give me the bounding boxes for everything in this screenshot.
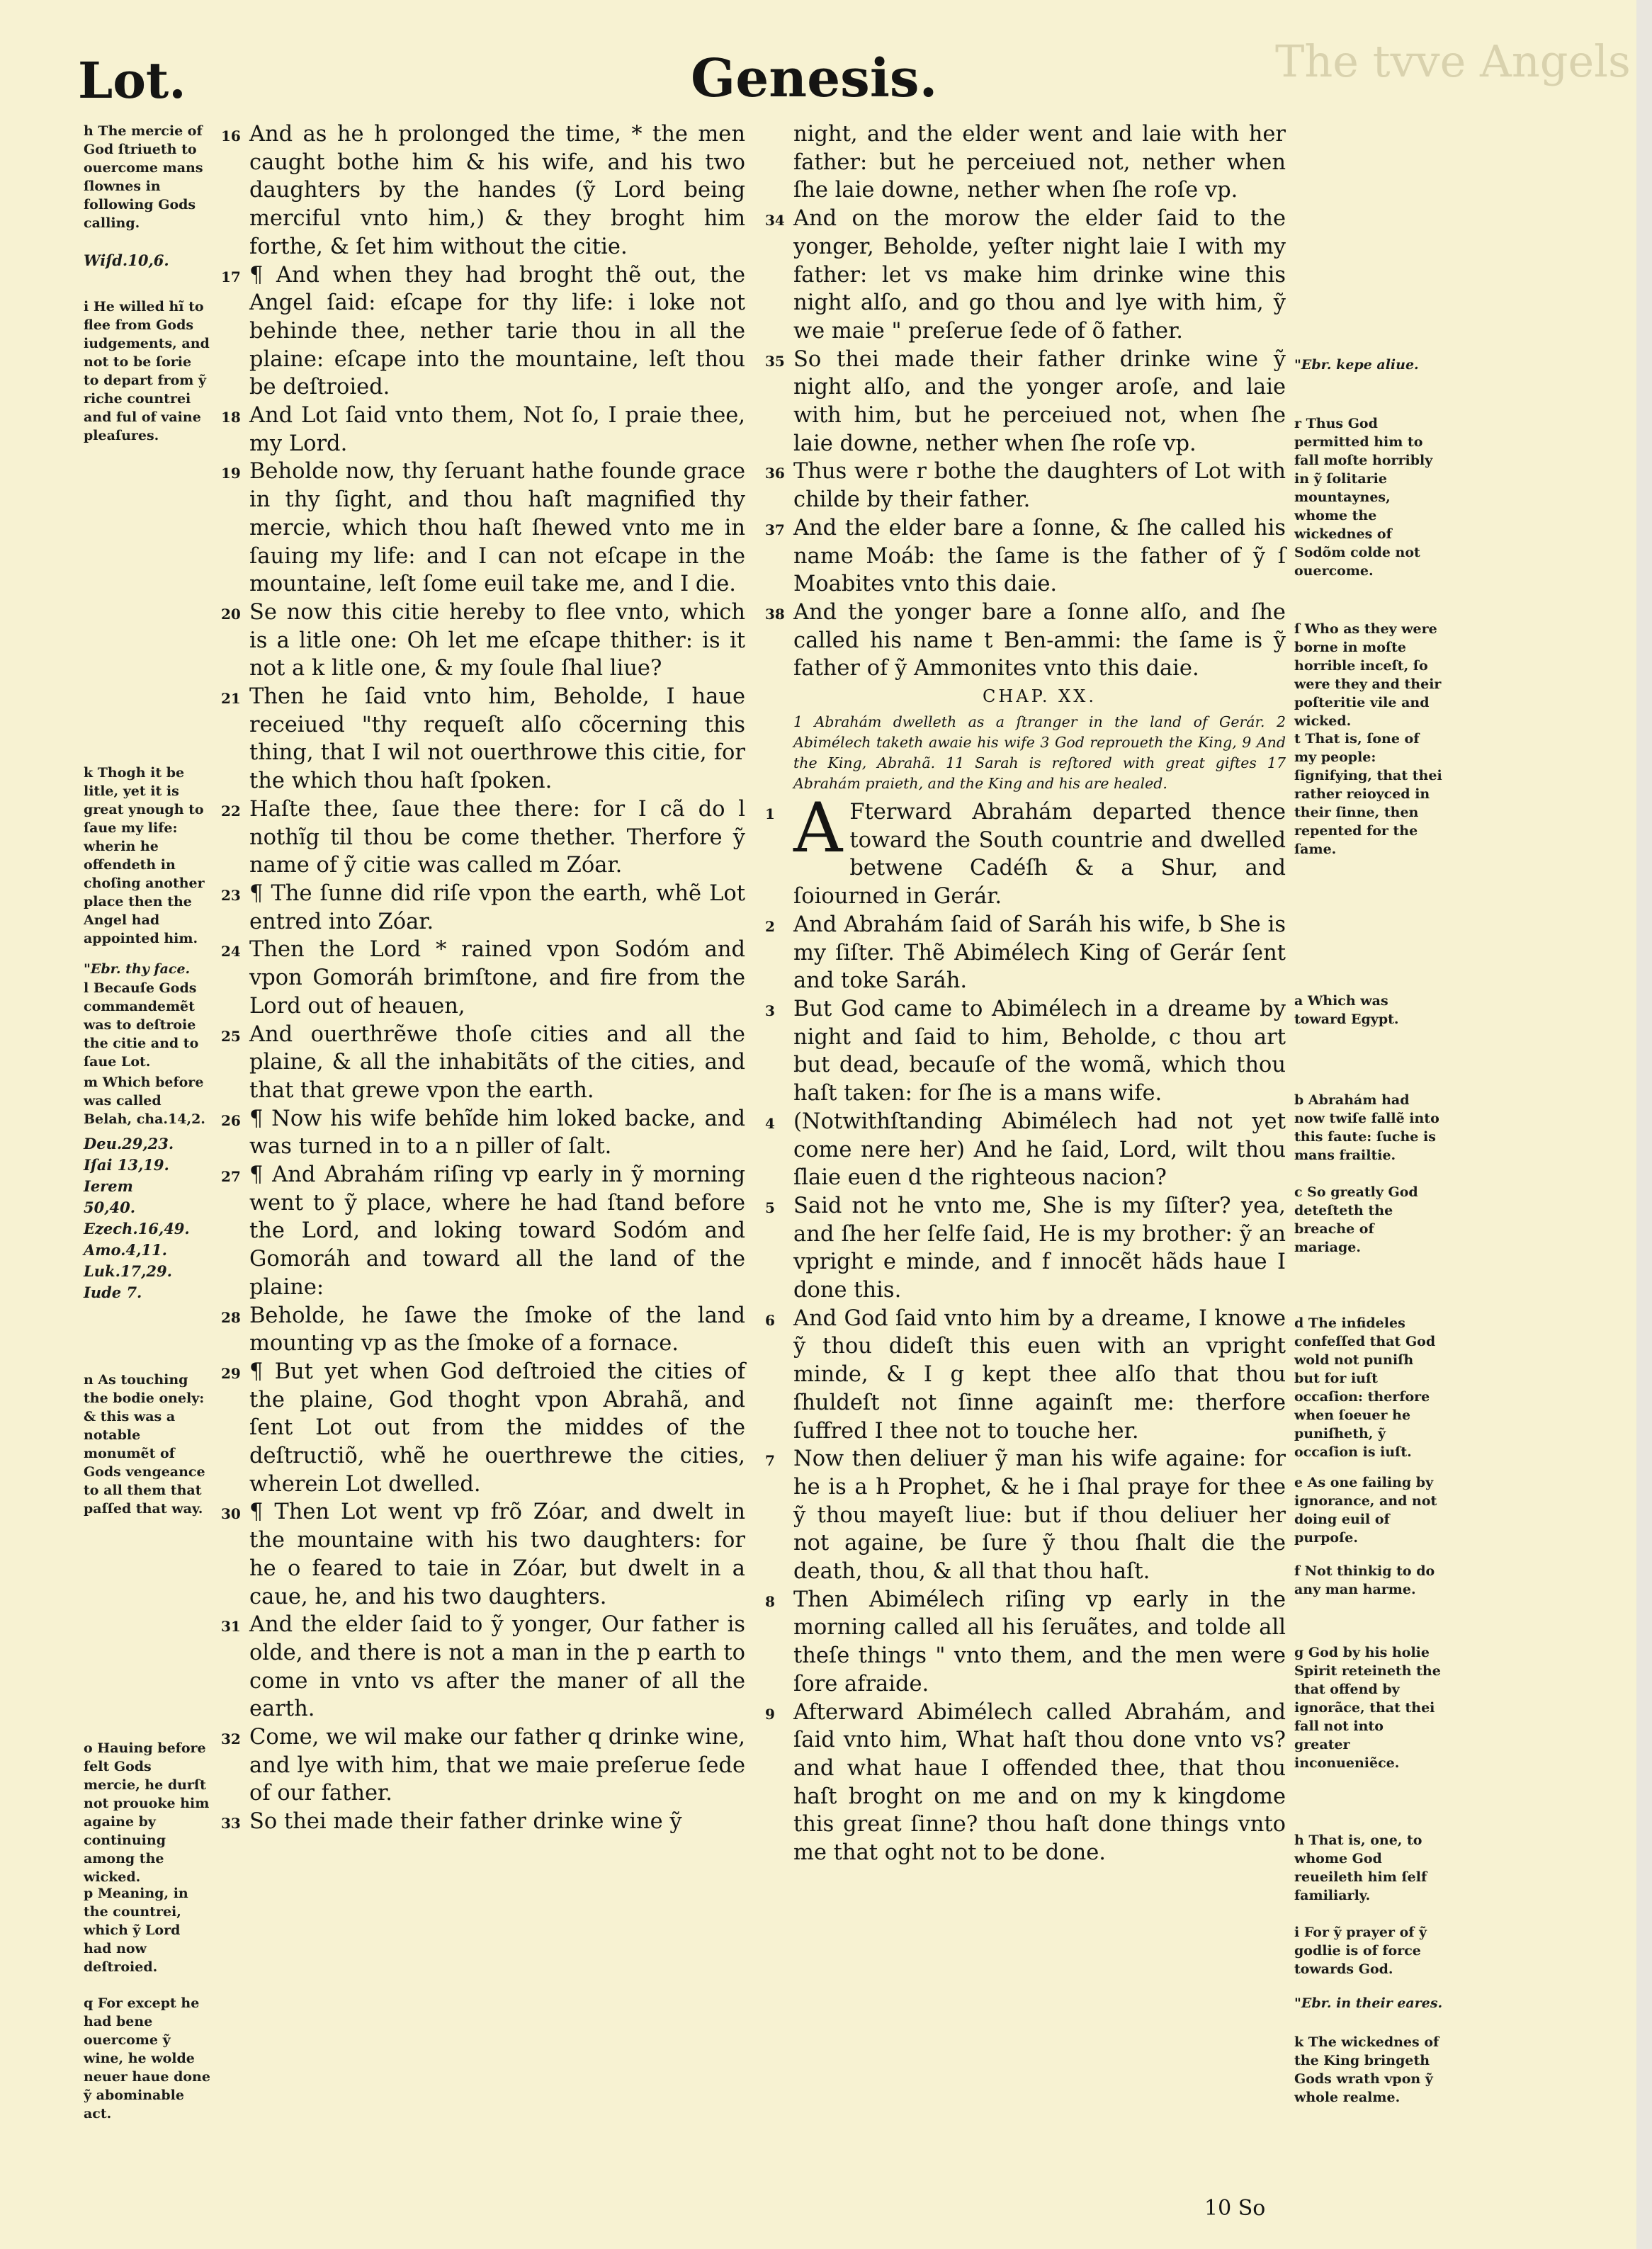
verse-text: And on the morow the elder ſaid to the yonger, Beholde, yeſter night laie I with my father: let vs make him drinke wine this night alſo, and go thou and lye with him, ỹ we maie " preſerue ſede of õ father.	[793, 206, 1286, 344]
verse	[765, 788, 1286, 911]
margin-note: o Hauing before felt Gods mercie, he durſt not prouoke him againe by continuing among the wicked.	[84, 1740, 210, 1885]
verse	[221, 683, 745, 795]
verse-text: Then he ſaid vnto him, Beholde, I haue receiued "thy requeſt alſo cõcerning this thing, that I wil not ouerthrowe this citie, for the which thou haſt ſpoken.	[249, 684, 745, 794]
verse-number: 24	[221, 943, 241, 961]
verse-number: 1	[765, 805, 775, 823]
verse-number: 28	[221, 1308, 241, 1326]
verse-number: 16	[221, 128, 241, 145]
verse-text: And the elder ſaid to ỹ yonger, Our father is olde, and there is not a man in the p earth to come in vnto vs after the maner of all the earth.	[249, 1612, 745, 1722]
catchword: 10 So	[1204, 2196, 1266, 2221]
verse-text: Se now this citie hereby to flee vnto, which is a litle one: Oh let me eſcape thither: is it not a k litle one, & my ſoule ſhal liue?	[249, 599, 745, 681]
verse-number: 23	[221, 886, 241, 904]
verse-text: And ouerthrẽwe thoſe cities and all the plaine, & all the inhabitãts of the cities, and that that grewe vpon the earth.	[249, 1021, 745, 1103]
verse	[221, 880, 745, 936]
verse-text: ¶ Now his wife behĩde him loked backe, and was turned in to a n piller of ſalt.	[249, 1106, 745, 1160]
verse-number: 21	[221, 690, 241, 708]
verse-number: 8	[765, 1592, 775, 1610]
margin-note: q For except he had bene ouercome ỹ wine, he wolde neuer haue done ỹ abominable act.	[84, 1995, 210, 2121]
left-text-column	[221, 120, 745, 1836]
verse	[221, 936, 745, 1020]
chapter-heading: CHAP. XX.	[983, 686, 1097, 707]
verse-number: 4	[765, 1114, 775, 1132]
verse-text: ¶ Then Lot went vp frõ Zóar, and dwelt in the mountaine with his two daughters: for he o feared to taie in Zóar, but dwelt in a caue, he, and his two daughters.	[249, 1500, 745, 1609]
verse	[221, 1021, 745, 1105]
margin-note: d The infideles confeſſed that God wold not puniſh but for iuſt occaſion: therfore when ſoeuer he puniſheth, ỹ occaſion is iuſt.	[1294, 1315, 1436, 1460]
verse	[221, 458, 745, 599]
verse-text: So thei made their father drinke wine ỹ night alſo, and the yonger aroſe, and laie with him, but he perceiued not, when ſhe laie downe, nether when ſhe roſe vp.	[793, 346, 1286, 456]
verse	[765, 1699, 1286, 1867]
margin-note: k The wickednes of the King bringeth Gods wrath vpon ỹ whole realme.	[1294, 2034, 1439, 2105]
verse	[221, 1611, 745, 1723]
verse-text: Afterward Abimélech called Abrahám, and ſaid vnto him, What haſt thou done vnto vs? and what haue I offended thee, that thou haſt broght on me and on my k kingdome this great ſinne? thou haſt done things vnto me that oght not to be done.	[793, 1699, 1286, 1866]
verse-number: 37	[765, 521, 785, 538]
verse	[221, 1161, 745, 1302]
verse	[221, 1105, 745, 1161]
verse-text: ¶ But yet when God deſtroied the cities of the plaine, God thoght vpon Abrahã, and ſent Lot out from the middes of the deſtructiõ, whẽ he ouerthrewe the cities, wherein Lot dwelled.	[249, 1359, 745, 1497]
verse-number: 3	[765, 1002, 775, 1019]
verse-number: 31	[221, 1618, 241, 1636]
verse-text: (Notwithſtanding Abimélech had not yet come nere her) And he ſaid, Lord, wilt thou ſlaie euen d the righteous nacion?	[793, 1109, 1286, 1191]
verse-text: night, and the elder went and laie with her father: but he perceiued not, nether when ſhe laie downe, nether when ſhe roſe vp.	[793, 122, 1286, 203]
verse	[765, 1305, 1286, 1446]
verse	[221, 1808, 745, 1836]
verse-number: 22	[221, 802, 241, 820]
margin-note: p Meaning, in the countrei, which ỹ Lord had now deſtroied.	[84, 1886, 188, 1975]
margin-note: g God by his holie Spirit reteineth the that offend by ignorãce, that thei fall not into greater inconueniẽce.	[1294, 1645, 1441, 1771]
verse	[765, 205, 1286, 346]
verse-number: 30	[221, 1505, 241, 1523]
verse	[221, 261, 745, 402]
margin-note: i He willed hĩ to flee from Gods iudgements, and not to be ſorie to depart from ỹ riche countrei and ful of vaine pleaſures.	[84, 299, 210, 443]
verse	[221, 402, 745, 458]
verse-text: Said not he vnto me, She is my ſiſter? yea, and ſhe her ſelfe ſaid, He is my brother: ỹ an vpright e minde, and f innocẽt hãds haue I done this.	[793, 1193, 1286, 1303]
margin-note: r Thus God permitted him to fall moſte horribly in ỹ ſolitarie mountaynes, whome the wickednes of Sodõm colde not ouercome.	[1294, 416, 1433, 579]
verse-text: Fterward Abrahám departed thence toward the South countrie and dwelled betwene Cadéſh & a Shur, and ſoiourned in Gerár.	[793, 800, 1286, 910]
verse-number: 5	[765, 1199, 775, 1216]
margin-note: Deu.29,23. Iſai 13,19. Ierem 50,40. Ezech.16,49. Amo.4,11. Luk.17,29. Iude 7.	[84, 1135, 190, 1301]
running-head-title: Genesis.	[691, 48, 938, 109]
page-edge-strip	[1636, 0, 1652, 2249]
margin-note: "Ebr. kepe aliue.	[1294, 357, 1419, 373]
verse-number: 18	[221, 409, 241, 426]
verse	[221, 1723, 745, 1808]
drop-cap: A	[793, 788, 843, 868]
verse-text: But God came to Abimélech in a dreame by night and ſaid to him, Beholde, c thou art but dead, becauſe of the womã, which thou haſt taken: for ſhe is a mans wife.	[793, 996, 1286, 1106]
margin-note: k Thogh it be litle, yet it is great ynough to ſaue my life: wherin he offendeth in choſing another place then the Angel had appointed him.	[84, 765, 205, 946]
margin-note: ſ Who as they were borne in moſte horrible inceſt, ſo were they and their poſteritie vile and wicked.	[1294, 621, 1442, 729]
verse-text: And Abrahám ſaid of Saráh his wife, b She is my ſiſter. Thẽ Abimélech King of Gerár ſent and toke Saráh.	[793, 912, 1286, 994]
verse-text: And God ſaid vnto him by a dreame, I knowe ỹ thou dideſt this euen with an vpright minde, & I g kept thee alſo that thou ſhuldeſt not ſinne againſt me: therfore ſuffred I thee not to touche her.	[793, 1305, 1286, 1444]
verse-text: So thei made their father drinke wine ỹ	[249, 1809, 682, 1835]
verse-text: Then Abimélech riſing vp early in the morning called all his ſeruãtes, and tolde all theſe things " vnto them, and the men were ſore afraide.	[793, 1587, 1286, 1696]
verse	[221, 1498, 745, 1611]
margin-note: e As one failing by ignorance, and not doing euil of purpoſe.	[1294, 1475, 1437, 1546]
verse-text: ¶ And Abrahám riſing vp early in ỹ morning went to ỹ place, where he had ſtand before the Lord, and loking toward Sodóm and Gomoráh and toward all the land of the plaine:	[249, 1162, 745, 1300]
verse-number: 25	[221, 1027, 241, 1045]
verse	[765, 1108, 1286, 1192]
verse	[221, 120, 745, 261]
verse	[221, 599, 745, 683]
bleed-through-text: The tvve Angels	[1275, 35, 1631, 87]
margin-note: b Abrahám had now twiſe fallẽ into this faute: ſuche is mans frailtie.	[1294, 1092, 1439, 1163]
verse-text: Haſte thee, ſaue thee there: for I cã do l nothĩg til thou be come thether. Therfore ỹ name of ỹ citie was called m Zóar.	[249, 796, 745, 878]
verse-text: And Lot ſaid vnto them, Not ſo, I praie thee, my Lord.	[249, 403, 745, 456]
margin-note: i For ỹ prayer of ỹ godlie is of force towards God.	[1294, 1925, 1427, 1977]
margin-note: c So greatly God deteſteth the breache of mariage.	[1294, 1184, 1418, 1255]
verse	[221, 1358, 745, 1499]
verse	[765, 995, 1286, 1108]
verse	[765, 911, 1286, 995]
verse-number: 29	[221, 1364, 241, 1382]
verse-text: ¶ The ſunne did riſe vpon the earth, whẽ Lot entred into Zóar.	[249, 880, 745, 934]
margin-note: h That is, one, to whome God reueileth him ſelf familiarly.	[1294, 1832, 1427, 1903]
margin-note: n As touching the bodie onely: & this was a notable monumẽt of Gods vengeance to all them that paſſed that way.	[84, 1372, 205, 1517]
verse	[765, 458, 1286, 514]
verse-number: 38	[765, 605, 785, 623]
verse-text: ¶ And when they had broght thẽ out, the Angel ſaid: eſcape for thy life: i loke not behinde thee, nether tarie thou in all the plaine: eſcape into the mountaine, leſt thou be deſtroied.	[249, 262, 745, 400]
running-head-left: Lot.	[78, 51, 186, 110]
margin-note: m Which before was called Belah, cha.14,2.	[84, 1075, 205, 1127]
verse-text: Come, we wil make our father q drinke wine, and lye with him, that we maie preſerue ſede of our father.	[249, 1725, 745, 1806]
chapter-summary: 1 Abrahám dwelleth as a ſtranger in the land of Gerár. 2 Abimélech taketh awaie his wife 3 God reproueth the King, 9 And the King, Abrahã. 11 Sarah is reſtored with great giftes 17 Abrahám praieth, and the King and his are healed.	[793, 713, 1286, 793]
verse-text: And the elder bare a ſonne, & ſhe called his name Moáb: the ſame is the father of ỹ ſ Moabites vnto this daie.	[793, 515, 1286, 597]
margin-note: "Ebr. thy face.	[84, 961, 191, 977]
verse-number: 17	[221, 268, 241, 285]
verse-number: 33	[221, 1815, 241, 1832]
verse-number: 34	[765, 212, 785, 230]
verse-text: Thus were r bothe the daughters of Lot with childe by their father.	[793, 459, 1286, 513]
right-text-column	[765, 120, 1286, 1867]
verse-number: 6	[765, 1311, 775, 1329]
verse	[765, 599, 1286, 683]
verse	[765, 1445, 1286, 1586]
verse-number: 20	[221, 605, 241, 623]
margin-note: Wiſd.10,6.	[84, 251, 169, 269]
verse	[765, 1586, 1286, 1699]
verse-number: 26	[221, 1111, 241, 1129]
verse-number: 32	[221, 1730, 241, 1748]
verse-number: 19	[221, 465, 241, 482]
verse	[793, 120, 1286, 205]
margin-note: f Not thinkig to do any man harme.	[1294, 1563, 1435, 1597]
margin-note: h The mercie of God ſtriueth to ouercome mans ſlownes in following Gods calling.	[84, 123, 203, 231]
verse	[765, 514, 1286, 599]
verse-text: Beholde now, thy ſeruant hathe founde grace in thy ſight, and thou haſt magnified thy mercie, which thou haſt ſhewed vnto me in ſauing my life: and I can not eſcape in the mountaine, leſt ſome euil take me, and I die.	[249, 459, 745, 597]
verse	[221, 795, 745, 880]
margin-note: a Which was toward Egypt.	[1294, 993, 1399, 1027]
verse-text: And as he h prolonged the time, * the men caught bothe him & his wife, and his two daughters by the handes (ỹ Lord being merciful vnto him,) & they broght him forthe, & ſet him without the citie.	[249, 122, 745, 259]
margin-note: "Ebr. in their eares.	[1294, 1995, 1443, 2011]
verse	[221, 1302, 745, 1358]
verse-number: 2	[765, 917, 775, 935]
verse-number: 7	[765, 1452, 775, 1470]
verse-text: Beholde, he ſawe the ſmoke of the land mounting vp as the ſmoke of a fornace.	[249, 1303, 745, 1356]
verse	[765, 1192, 1286, 1305]
verse-number: 9	[765, 1705, 775, 1723]
verse	[765, 346, 1286, 458]
verse-text: Then the Lord * rained vpon Sodóm and vpon Gomoráh brimſtone, and fire from the Lord out of heauen,	[249, 937, 745, 1019]
verse-number: 27	[221, 1168, 241, 1186]
margin-note: t That is, ſone of my people: ſignifying, that thei rather reioyced in their ſinne, then repented for the ſame.	[1294, 731, 1442, 857]
verse-text: And the yonger bare a ſonne alſo, and ſhe called his name t Ben-ammi: the ſame is ỹ father of ỹ Ammonites vnto this daie.	[793, 599, 1286, 681]
margin-note: l Becauſe Gods commandemẽt was to deſtroie the citie and to ſaue Lot.	[84, 980, 199, 1070]
verse-text: Now then deliuer ỹ man his wife againe: for he is a h Prophet, & he i ſhal praye for thee ỹ thou mayeſt liue: but if thou deliuer her not againe, be ſure ỹ thou ſhalt die the death, thou, & all that thou haſt.	[793, 1446, 1286, 1585]
verse-number: 35	[765, 352, 785, 370]
verse-number: 36	[765, 465, 785, 482]
